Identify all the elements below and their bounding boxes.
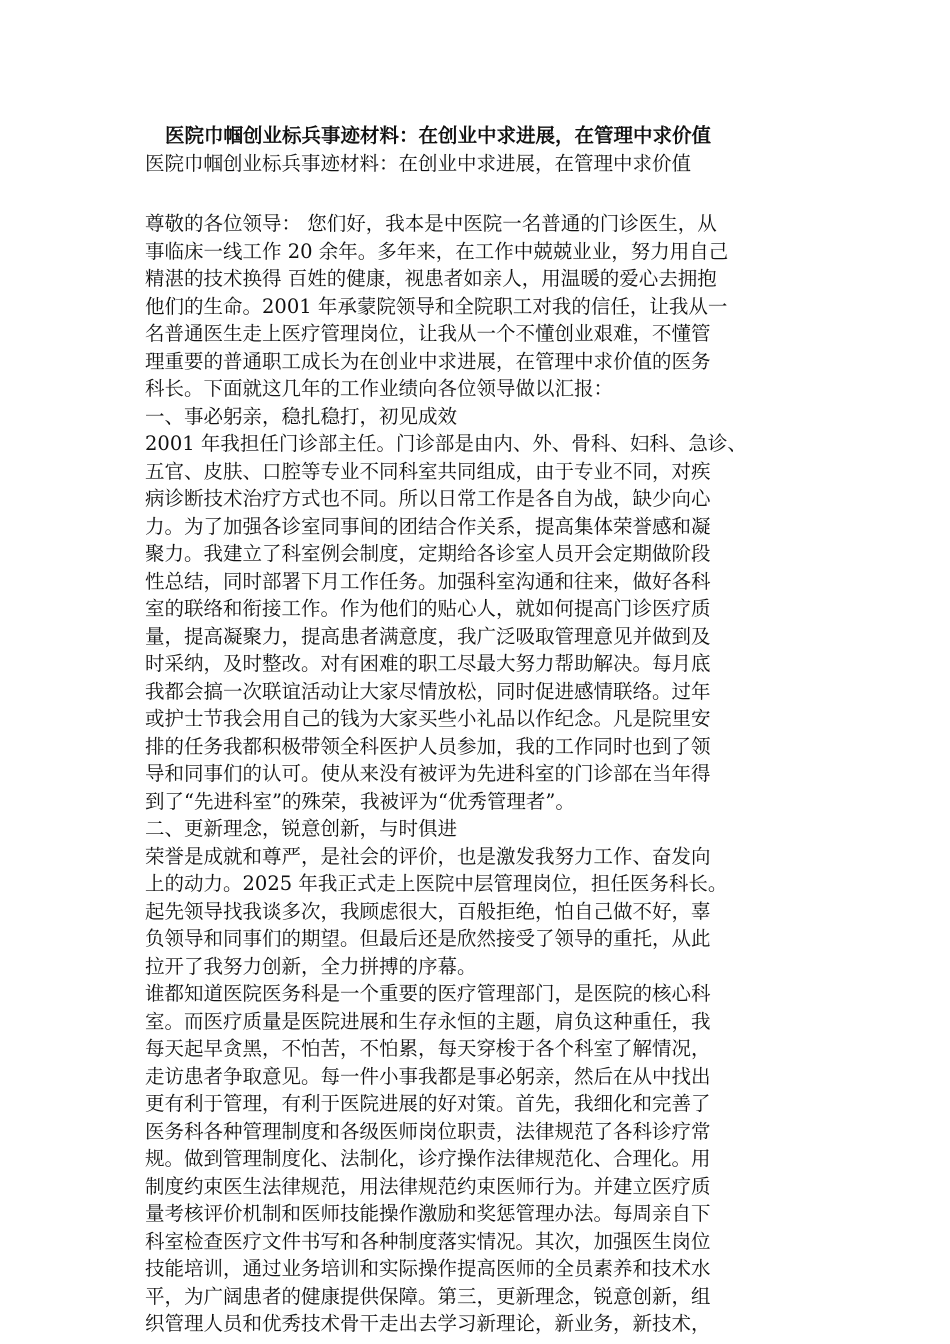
text-line: 科室检查医疗文件书写和各种制度落实情况。其次，加强医生岗位 (145, 1229, 711, 1253)
text-line: 制度约束医生法律规范，用法律规范约束医师行为。并建立医疗质 (145, 1174, 711, 1198)
text-line: 医务科各种管理制度和各级医师岗位职责，法律规范了各科诊疗常 (145, 1119, 711, 1143)
section-1-paragraph (145, 430, 815, 815)
text-line: 2001 年我担任门诊部主任。门诊部是由内、外、骨科、妇科、急诊、 (145, 432, 747, 455)
text-line: 性总结，同时部署下月工作任务。加强科室沟通和往来，做好各科 (145, 569, 711, 593)
spacer (145, 178, 815, 210)
text-line: 起先领导找我谈多次，我顾虑很大，百般拒绝，怕自己做不好，辜 (145, 899, 711, 923)
text-line: 名普通医生走上医疗管理岗位，让我从一个不懂创业艰难，不懂管 (145, 322, 711, 345)
intro-paragraph (145, 210, 815, 403)
section-2-heading: 二、更新理念，锐意创新，与时俱进 (145, 817, 458, 840)
text-line: 尊敬的各位领导： 您们好，我本是中医院一名普通的门诊医生，从 (145, 212, 717, 235)
text-line: 量考核评价机制和医师技能操作激励和奖惩管理办法。每周亲自下 (145, 1202, 711, 1225)
text-line: 平，为广阔患者的健康提供保障。第三，更新理念，锐意创新，组 (145, 1284, 711, 1308)
document-subtitle: 医院巾帼创业标兵事迹材料：在创业中求进展，在管理中求价值 (145, 152, 692, 175)
text-line: 室。而医疗质量是医院进展和生存永恒的主题，肩负这种重任，我 (145, 1009, 711, 1033)
text-line: 织管理人员和优秀技术骨干走出去学习新理论，新业务，新技术， (145, 1312, 711, 1335)
text-line: 每天起早贪黑，不怕苦，不怕累，每天穿梭于各个科室了解情况， (145, 1037, 711, 1060)
text-line: 时采纳，及时整改。对有困难的职工尽最大努力帮助解决。每月底 (145, 652, 711, 675)
document-title: 医院巾帼创业标兵事迹材料：在创业中求进展，在管理中求价值 (165, 124, 712, 147)
text-line: 更有利于管理，有利于医院进展的好对策。首先，我细化和完善了 (145, 1092, 711, 1115)
text-line: 我都会搞一次联谊活动让大家尽情放松，同时促进感情联络。过年 (145, 679, 711, 703)
text-line: 上的动力。2025 年我正式走上医院中层管理岗位，担任医务科长。 (145, 872, 728, 895)
section-1-heading: 一、事必躬亲，稳扎稳打，初见成效 (145, 404, 458, 428)
text-line: 聚力。我建立了科室例会制度，定期给各诊室人员开会定期做阶段 (145, 542, 711, 565)
text-line: 室的联络和衔接工作。作为他们的贴心人，就如何提高门诊医疗质 (145, 597, 711, 620)
text-line: 排的任务我都积极带领全科医护人员参加，我的工作同时也到了领 (145, 734, 711, 758)
text-line: 拉开了我努力创新，全力拼搏的序幕。 (145, 954, 477, 978)
text-line: 负领导和同事们的期望。但最后还是欣然接受了领导的重托，从此 (145, 927, 711, 950)
text-line: 走访患者争取意见。每一件小事我都是事必躬亲，然后在从中找出 (145, 1064, 711, 1088)
text-line: 量，提高凝聚力，提高患者满意度，我广泛吸取管理意见并做到及 (145, 624, 711, 648)
section-2-paragraph-1 (145, 843, 815, 981)
text-line: 他们的生命。2001 年承蒙院领导和全院职工对我的信任，让我从一 (145, 294, 728, 318)
text-line: 或护士节我会用自己的钱为大家买些小礼品以作纪念。凡是院里安 (145, 707, 711, 730)
text-line: 荣誉是成就和尊严，是社会的评价，也是激发我努力工作、奋发向 (145, 844, 711, 868)
text-line: 病诊断技术治疗方式也不同。所以日常工作是各自为战，缺少向心 (145, 487, 711, 510)
text-line: 到了“先进科室”的殊荣，我被评为“优秀管理者”。 (145, 789, 575, 813)
text-line: 力。为了加强各诊室同事间的团结合作关系，提高集体荣誉感和凝 (145, 514, 711, 538)
text-line: 谁都知道医院医务科是一个重要的医疗管理部门，是医院的核心科 (145, 982, 711, 1005)
text-line: 导和同事们的认可。使从来没有被评为先进科室的门诊部在当年得 (145, 762, 711, 785)
text-line: 规。做到管理制度化、法制化，诊疗操作法律规范化、合理化。用 (145, 1147, 711, 1170)
document-page (145, 122, 815, 1338)
text-line: 理重要的普通职工成长为在创业中求进展，在管理中求价值的医务 (145, 349, 711, 373)
text-line: 科长。下面就这几年的工作业绩向各位领导做以汇报： (145, 377, 614, 400)
text-line: 五官、皮肤、口腔等专业不同科室共同组成，由于专业不同，对疾 (145, 459, 711, 483)
text-line: 事临床一线工作 20 余年。多年来，在工作中兢兢业业，努力用自己 (145, 239, 729, 263)
text-line: 精湛的技术换得 百姓的健康，视患者如亲人，用温暖的爱心去拥抱 (145, 267, 717, 290)
text-line: 技能培训，通过业务培训和实际操作提高医师的全员素养和技术水 (145, 1257, 711, 1280)
section-2-paragraph-2 (145, 980, 815, 1338)
